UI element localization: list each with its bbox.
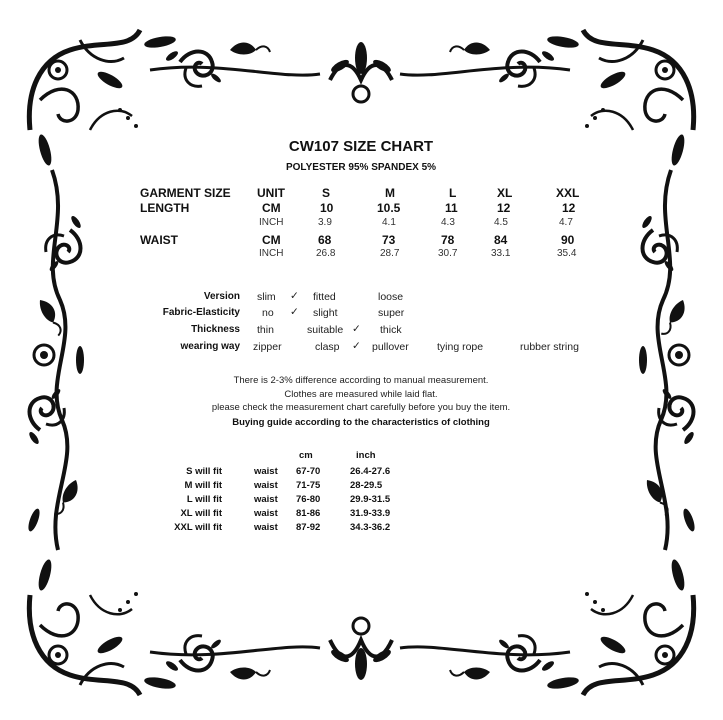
fit-row-xl-cm: 81-86 — [296, 508, 321, 519]
fit-row-s-part: waist — [254, 466, 278, 477]
waist-xl-cm: 84 — [494, 233, 508, 247]
length-s-cm: 10 — [320, 201, 334, 215]
fit-row-xxl-cm: 87-92 — [296, 522, 321, 533]
waist-l-inch: 30.7 — [438, 248, 458, 259]
fit-row-xl-size: XL will fit — [180, 508, 222, 519]
col-size-l: L — [449, 186, 457, 200]
wearing-option-clasp: clasp — [315, 341, 340, 353]
fit-row-s-size: S will fit — [186, 466, 222, 477]
thickness-option-thick: thick — [380, 324, 402, 336]
length-m-inch: 4.1 — [382, 217, 396, 228]
fit-row-s-cm: 67-70 — [296, 466, 321, 477]
length-m-cm: 10.5 — [377, 201, 401, 215]
chart-title: CW107 SIZE CHART — [288, 138, 434, 155]
row-waist-label: WAIST — [140, 233, 178, 247]
version-option-fitted: fitted — [313, 291, 336, 303]
length-xxl-inch: 4.7 — [559, 217, 573, 228]
version-option-loose: loose — [378, 291, 404, 303]
fit-col-cm: cm — [299, 450, 313, 461]
length-unit-cm: CM — [262, 201, 281, 215]
version-check: ✓ — [290, 290, 299, 302]
wearing-option-pullover: pullover — [372, 341, 409, 353]
attr-elasticity-label: Fabric-Elasticity — [162, 307, 240, 318]
col-size-xl: XL — [497, 186, 513, 200]
waist-l-cm: 78 — [441, 233, 455, 247]
length-l-cm: 11 — [445, 201, 458, 215]
elasticity-option-super: super — [378, 307, 405, 319]
fit-row-xl-part: waist — [254, 508, 278, 519]
length-xl-inch: 4.5 — [494, 217, 508, 228]
fit-row-xl-inch: 31.9-33.9 — [350, 508, 391, 519]
fit-row-l-cm: 76-80 — [296, 494, 321, 505]
col-unit: UNIT — [257, 186, 285, 200]
thickness-check: ✓ — [352, 323, 361, 335]
fit-row-xxl-inch: 34.3-36.2 — [350, 522, 391, 533]
attr-thickness-label: Thickness — [191, 324, 240, 335]
note-measurement-difference: There is 2-3% difference according to manual measurement. — [233, 375, 489, 386]
fit-col-inch: inch — [356, 450, 376, 461]
material-subtitle: POLYESTER 95% SPANDEX 5% — [285, 162, 437, 173]
elasticity-option-no: no — [262, 307, 274, 319]
fit-row-m-cm: 71-75 — [296, 480, 321, 491]
fit-row-s-inch: 26.4-27.6 — [350, 466, 391, 477]
row-length-label: LENGTH — [140, 201, 190, 215]
fit-row-xxl-part: waist — [254, 522, 278, 533]
wearing-option-rubber-string: rubber string — [520, 341, 579, 353]
version-option-slim: slim — [257, 291, 276, 303]
note-check-chart: please check the measurement chart carefully before you buy the item. — [211, 402, 511, 413]
thickness-option-thin: thin — [257, 324, 274, 336]
attr-wearing-label: wearing way — [180, 341, 240, 352]
waist-xxl-cm: 90 — [561, 233, 575, 247]
waist-xl-inch: 33.1 — [491, 248, 511, 259]
col-size-xxl: XXL — [556, 186, 580, 200]
note-laid-flat: Clothes are measured while laid flat. — [284, 389, 438, 400]
length-xxl-cm: 12 — [562, 201, 576, 215]
attr-version-label: Version — [203, 291, 240, 302]
wearing-option-zipper: zipper — [253, 341, 282, 353]
elasticity-option-slight: slight — [313, 307, 338, 319]
length-s-inch: 3.9 — [318, 217, 332, 228]
thickness-option-suitable: suitable — [307, 324, 344, 336]
fit-row-m-inch: 28-29.5 — [350, 480, 383, 491]
waist-s-inch: 26.8 — [316, 248, 336, 259]
wearing-option-tying-rope: tying rope — [437, 341, 484, 353]
waist-m-cm: 73 — [382, 233, 396, 247]
waist-s-cm: 68 — [318, 233, 332, 247]
fit-row-m-size: M will fit — [184, 480, 222, 491]
col-size-m: M — [385, 186, 395, 200]
buying-guide-heading: Buying guide according to the characteristics of clothing — [232, 417, 490, 428]
fit-row-m-part: waist — [254, 480, 278, 491]
waist-unit-cm: CM — [262, 233, 281, 247]
length-unit-inch: INCH — [259, 217, 284, 228]
elasticity-check: ✓ — [290, 306, 299, 318]
col-garment-size: GARMENT SIZE — [140, 186, 231, 200]
fit-row-l-inch: 29.9-31.5 — [350, 494, 391, 505]
waist-m-inch: 28.7 — [380, 248, 400, 259]
waist-xxl-inch: 35.4 — [557, 248, 577, 259]
length-xl-cm: 12 — [497, 201, 511, 215]
wearing-check: ✓ — [352, 340, 361, 352]
length-l-inch: 4.3 — [441, 217, 455, 228]
fit-row-xxl-size: XXL will fit — [174, 522, 222, 533]
waist-unit-inch: INCH — [259, 248, 284, 259]
col-size-s: S — [322, 186, 331, 200]
fit-row-l-size: L will fit — [186, 494, 222, 505]
fit-row-l-part: waist — [254, 494, 278, 505]
